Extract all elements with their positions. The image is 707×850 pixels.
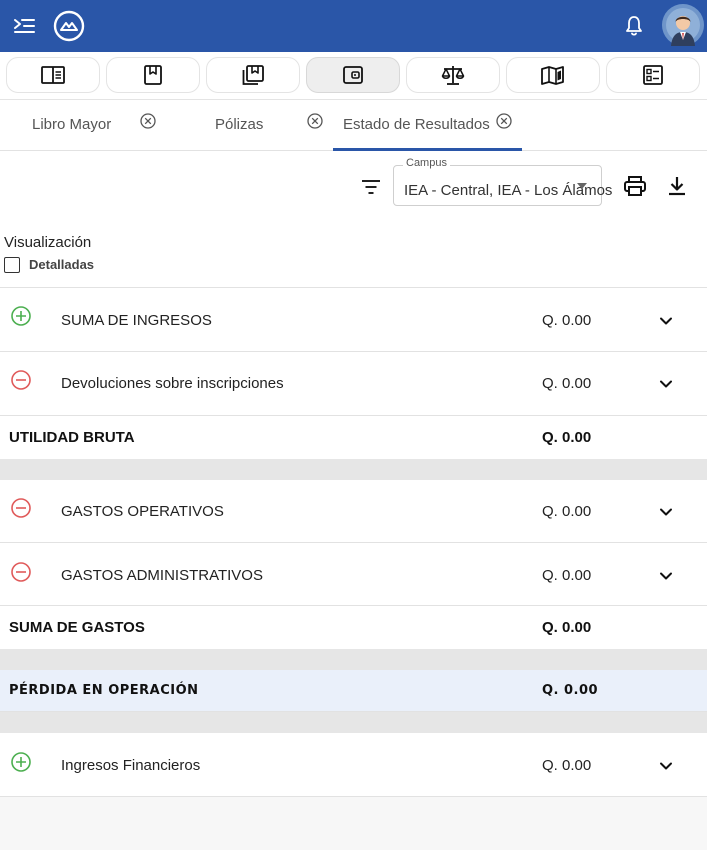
list-item[interactable] [0,733,707,797]
user-avatar-icon[interactable] [662,4,704,46]
row-label: UTILIDAD BRUTA [9,429,135,446]
chevron-down-icon[interactable] [657,312,675,330]
section-spacer [0,459,707,480]
chevron-down-icon[interactable] [657,757,675,775]
campus-select-value: IEA - Central, IEA - Los Álamos [404,182,613,199]
minus-circle-icon[interactable] [10,497,32,519]
row-label: GASTOS ADMINISTRATIVOS [61,567,263,584]
download-icon[interactable] [664,174,690,198]
row-label: SUMA DE GASTOS [9,619,145,636]
map-book-icon-button[interactable] [506,57,600,93]
caret-down-icon [577,183,587,189]
chevron-down-icon[interactable] [657,567,675,585]
bookmarks-stack-icon-button[interactable] [206,57,300,93]
tab-label: Pólizas [215,116,264,133]
row-amount: Q. 0.00 [542,312,592,329]
list-item[interactable] [0,543,707,606]
detalladas-label: Detalladas [29,257,95,272]
row-label: PÉRDIDA EN OPERACIÓN [9,683,199,698]
minus-circle-icon[interactable] [10,561,32,583]
list-check-icon [642,64,664,86]
section-spacer [0,649,707,670]
active-tab-indicator [333,148,522,151]
row-amount: Q. 0.00 [542,429,592,446]
tab-estado-de-resultados[interactable] [333,100,522,150]
chevron-down-icon[interactable] [657,375,675,393]
row-amount: Q. 0.00 [542,375,592,392]
bookmark-icon [142,64,164,86]
bell-icon[interactable] [622,14,646,38]
tab-polizas[interactable] [170,100,333,150]
close-circle-icon[interactable] [306,112,324,130]
total-row [0,416,707,459]
row-amount: Q. 0.00 [542,683,599,698]
minus-circle-icon[interactable] [10,369,32,391]
wallet-icon-button[interactable] [306,57,400,93]
module-toolbar [0,52,707,100]
highlight-total-row [0,670,707,712]
top-app-bar [0,0,707,52]
menu-collapse-icon[interactable] [12,15,38,37]
plus-circle-icon[interactable] [10,751,32,773]
book-open-icon [40,64,66,86]
detalladas-checkbox[interactable] [4,257,20,273]
row-label: GASTOS OPERATIVOS [61,503,224,520]
list-item[interactable] [0,288,707,352]
list-check-icon-button[interactable] [606,57,700,93]
row-amount: Q. 0.00 [542,503,592,520]
bookmarks-stack-icon [241,64,265,86]
scale-icon-button[interactable] [406,57,500,93]
bookmark-icon-button[interactable] [106,57,200,93]
section-spacer [0,712,707,733]
tab-label: Estado de Resultados [343,116,490,133]
map-book-icon [540,64,566,86]
chevron-down-icon[interactable] [657,503,675,521]
campus-select[interactable] [393,157,613,206]
row-label: SUMA DE INGRESOS [61,312,212,329]
tab-label: Libro Mayor [32,116,112,133]
list-item[interactable] [0,352,707,416]
mountain-logo-icon[interactable] [53,10,85,42]
visualizacion-title: Visualización [4,234,92,251]
filter-icon[interactable] [358,176,384,198]
row-label: Devoluciones sobre inscripciones [61,375,284,392]
tab-libro-mayor[interactable] [0,100,170,150]
print-icon[interactable] [622,174,648,198]
campus-select-label: Campus [403,157,450,169]
book-open-icon-button[interactable] [6,57,100,93]
plus-circle-icon[interactable] [10,305,32,327]
row-amount: Q. 0.00 [542,619,592,636]
close-circle-icon[interactable] [139,112,157,130]
row-label: Ingresos Financieros [61,757,201,774]
page-bottom-area [0,797,707,850]
scale-icon [440,64,466,86]
total-row [0,606,707,649]
wallet-icon [342,64,364,86]
row-amount: Q. 0.00 [542,567,592,584]
row-amount: Q. 0.00 [542,757,592,774]
close-circle-icon[interactable] [495,112,513,130]
report-tabs [0,100,707,151]
list-item[interactable] [0,480,707,543]
